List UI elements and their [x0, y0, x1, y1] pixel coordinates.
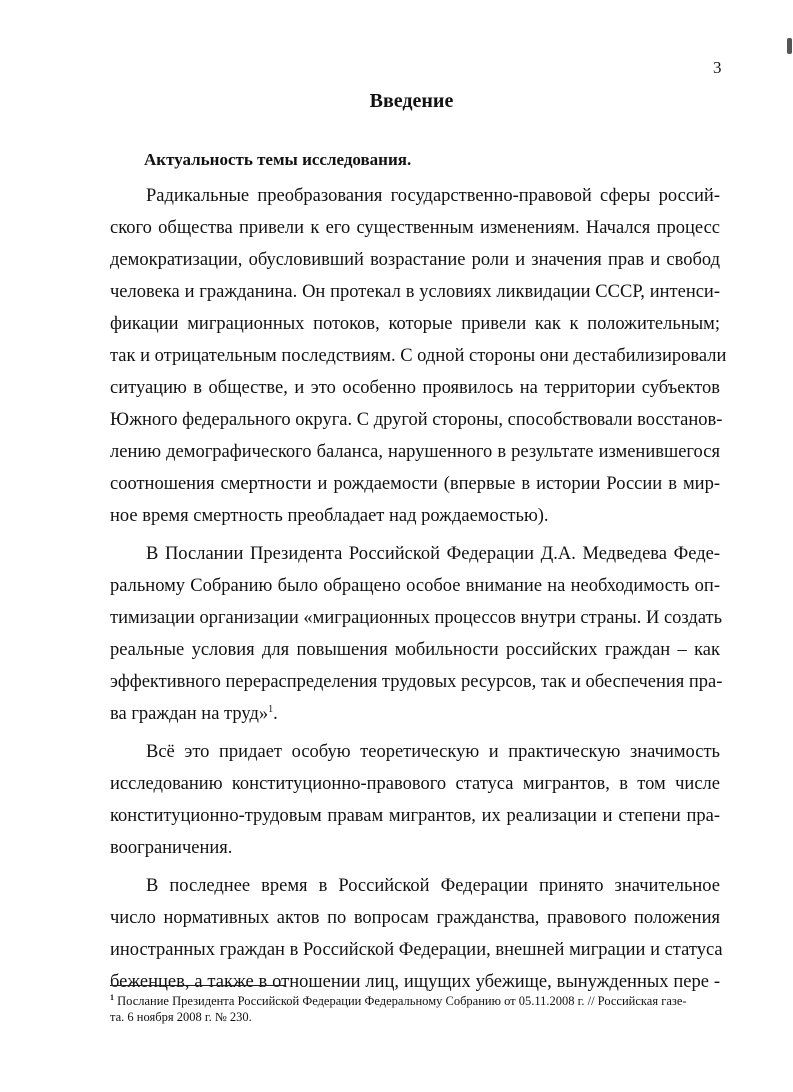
text-line: исследованию конституционно-правового статуса мигрантов, в том числе [110, 774, 720, 794]
text-line: В Послании Президента Российской Федерации Д.А. Медведева Феде- [146, 544, 720, 564]
text-line: так и отрицательным последствиям. С одной стороны они дестабилизировали [110, 346, 727, 366]
text-line: число нормативных актов по вопросам гражданства, правового положения [110, 908, 720, 928]
paragraph [110, 736, 720, 864]
text-line-content: ва граждан на труд» [110, 704, 269, 724]
text-line: беженцев, а также в отношении лиц, ищущих убежище, вынужденных пере - [110, 972, 720, 992]
text-line: ральному Собранию было обращено особое внимание на необходимость оп- [110, 576, 720, 596]
text-line: ное время смертность преобладает над рождаемостью). [110, 506, 549, 526]
text-line: воограничения. [110, 838, 233, 858]
text-line: соотношения смертности и рождаемости (впервые в истории России в мир- [110, 474, 720, 494]
text-line: тимизации организации «миграционных процессов внутри страны. И создать [110, 608, 723, 628]
page-title: Введение [369, 90, 454, 112]
footnote-text: Послание Президента Российской Федерации Федеральному Собранию от 05.11.2008 г. // Российская газе- [117, 994, 687, 1008]
text-line: конституционно-трудовым правам мигрантов, их реализации и степени пра- [110, 806, 720, 826]
section-subtitle: Актуальность темы исследования. [144, 150, 412, 169]
paragraph [110, 538, 723, 730]
text-line: Радикальные преобразования государственно-правовой сферы россий- [146, 186, 720, 206]
text-line: В последнее время в Российской Федерации принято значительное [146, 876, 720, 896]
footnote-line [110, 993, 710, 1009]
paragraph [110, 180, 727, 532]
page-number: 3 [713, 58, 722, 77]
text-line: ситуацию в обществе, и это особенно проявилось на территории субъектов [110, 378, 720, 398]
body-text [110, 180, 727, 998]
text-line: человека и гражданина. Он протекал в условиях ликвидации СССР, интенси- [110, 282, 720, 302]
footnote-line: та. 6 ноября 2008 г. № 230. [110, 1010, 252, 1024]
text-line: эффективного перераспределения трудовых ресурсов, так и обеспечения пра- [110, 672, 723, 692]
footnote-separator [110, 985, 285, 986]
scan-edge-mark [787, 38, 792, 54]
footnote-mark: 1 [110, 992, 114, 1002]
text-line: лению демографического баланса, нарушенного в результате изменившегося [110, 442, 720, 462]
text-line: реальные условия для повышения мобильности российских граждан – как [110, 640, 720, 660]
paragraph [110, 870, 723, 998]
footnote [110, 993, 710, 1025]
text-line: фикации миграционных потоков, которые привели как к положительным; [110, 314, 720, 334]
text-line: иностранных граждан в Российской Федерации, внешней миграции и статуса [110, 940, 723, 960]
text-line: демократизации, обусловивший возрастание роли и значения прав и свобод [110, 250, 720, 270]
text-line: Всё это придает особую теоретическую и практическую значимость [146, 742, 720, 762]
text-line: Южного федерального округа. С другой стороны, способствовали восстанов- [110, 410, 723, 430]
text-line-tail: . [273, 704, 278, 724]
footnote-reference[interactable]: 1 [268, 703, 274, 715]
text-line: ского общества привели к его существенным изменениям. Начался процесс [110, 218, 720, 238]
text-line [110, 698, 720, 730]
